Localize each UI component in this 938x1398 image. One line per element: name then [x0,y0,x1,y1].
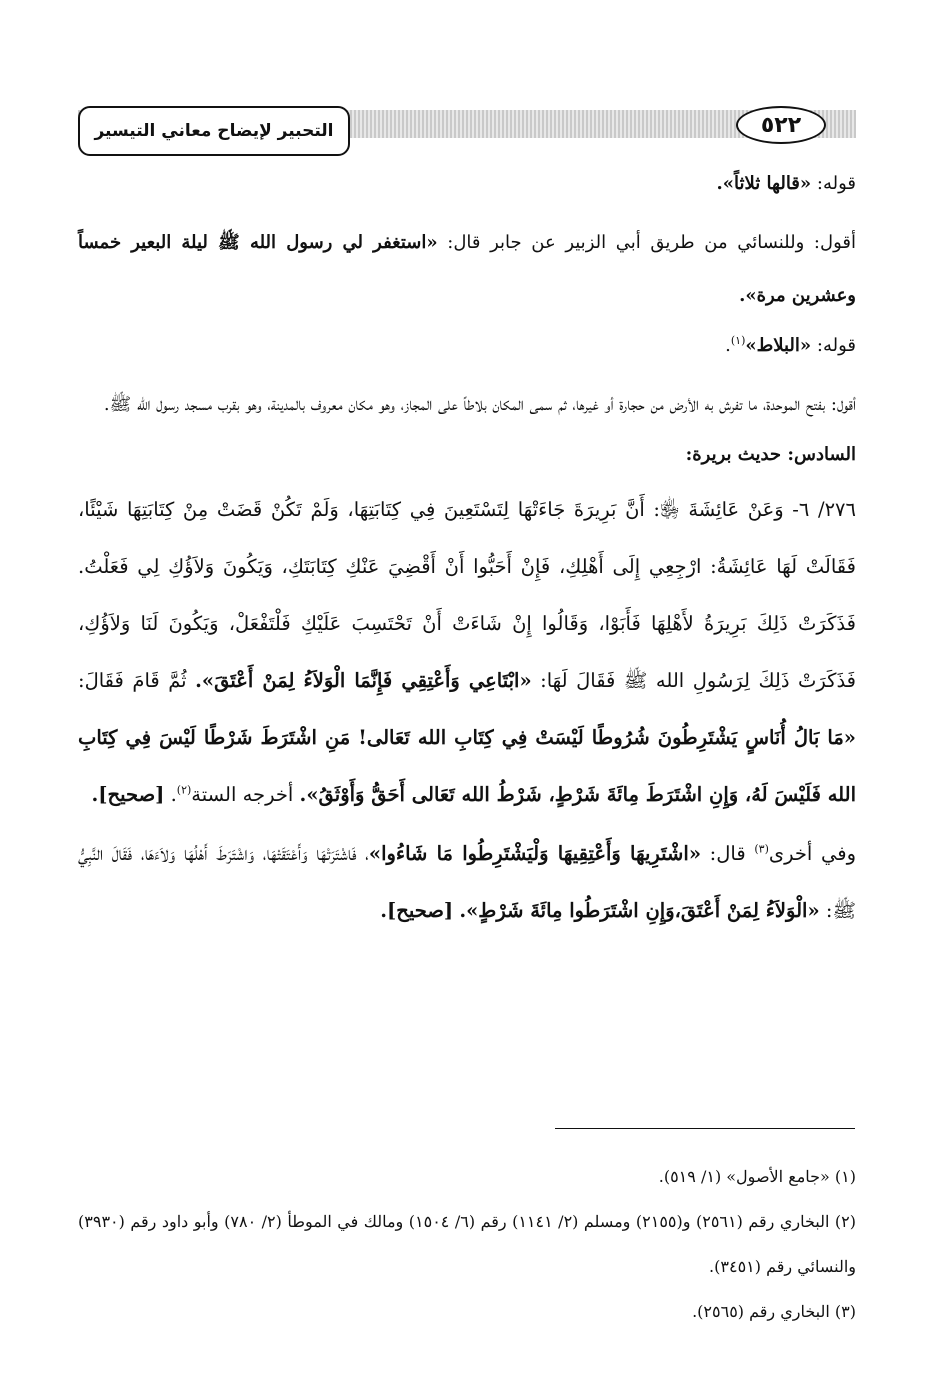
hadith-mid: ثُمَّ قَامَ فَقَالَ: [78,669,196,692]
other-quote-2: «الْوَلاَءُ لِمَنْ أَعْتَقَ،وَإِنِ اشْتَرَطُوا مِائَةَ شَرْطٍ». [459,899,820,922]
page-number: ٥٢٢ [736,106,826,144]
footnote-ref-1[interactable]: (١) [730,334,746,347]
paragraph-2 [78,216,856,322]
other-narration [78,825,856,939]
section-heading: السادس: حديث بريرة: [685,444,856,465]
hadith-source-end: . [164,783,177,806]
hadith-source: أخرجه الستة [191,783,300,806]
other-prefix: وفي أخرى [768,842,857,865]
paragraph-2-prefix: أقول: وللنسائي من طريق أبي الزبير عن جابر قال: [437,232,856,253]
page-header [78,106,856,160]
book-title: التحبير لإيضاح معاني التيسير [78,106,350,156]
hadith-main: ٢٧٦/ ٦- وَعَنْ عَائِشَةَ ﵂: أَنَّ بَرِيرَةَ جَاءَتْهَا لِتَسْتَعِينَ فِي كِتَابَتِهَا، وَلَمْ تَكُنْ قَضَتْ مِنْ كِتَابَتِهَا شَيْئًا، فَقَالَتْ لَهَا عَائِشَةُ: ارْجِعِي إِلَى أَهْلِكِ، فَإِنْ أَحَبُّوا أَنْ أَقْضِيَ عَنْكِ كِتَابَتَكِ، وَيَكُونَ وَلاَؤُكِ لِي فَعَلْتُ. فَذَكَرَتْ ذَلِكَ بَرِيرَةُ لأَهْلِهَا فَأَبَوْا، وَقَالُوا إِنْ شَاءَتْ أَنْ تَحْتَسِبَ عَلَيْكِ فَلْتَفْعَلْ، وَيَكُونَ لَنَا وَلاَؤُكِ، فَذَكَرَتْ ذَلِكَ لِرَسُولِ الله ﷺ فَقَالَ لَهَا: [78,498,856,692]
paragraph-4: أقول: بفتح الموحدة، ما تفرش به الأرض من حجارة أو غيرها، ثم سمى المكان بلاطاً على المجاز، وهو مكان معروف بالمدينة، وهو بقرب مسجد رسول الله ﷺ. [103,394,856,415]
footnote-ref-3[interactable]: (٣) [754,842,769,856]
main-text [78,160,856,939]
footnote-ref-2[interactable]: (٢) [176,783,192,797]
other-text: ، فَاشْتَرَتْهَا وَأَعْتَقَتْهَا، وَاشْتَرَطَ أَهْلُهَا وَلاَءَهَا، فَقَالَ النَّبِيُّ ﷺ: [78,842,856,922]
paragraph-1-quote: «قالها ثلاثاً». [716,173,812,194]
paragraph-2-quote: «استغفر لي رسول الله ﷺ ليلة البعير خمساً وعشرين مرة». [78,232,856,306]
footnote-2: (٢) البخاري رقم (٢٥٦١) و(٢١٥٥) ومسلم (٢/ ١١٤١) رقم (٦/ ١٥٠٤) ومالك في الموطأ (٢/ ٧٨٠) وأبو داود رقم (٣٩٣٠) والنسائي رقم (٣٤٥١). [78,1212,856,1276]
paragraph-3 [78,322,856,370]
footnote-separator [555,1128,855,1129]
other-mid: قال: [701,842,755,865]
paragraph-3-end: . [725,335,731,356]
paragraph-3-prefix: قوله: [811,335,856,356]
hadith-quote-1: «ابْتَاعِي وَأَعْتِقِي فَإِنَّمَا الْوَلاَءُ لِمَنْ أَعْتَقَ». [195,669,532,692]
paragraph-1 [78,160,856,208]
paragraph-1-prefix: قوله: [811,173,856,194]
footnote-1: (١) «جامع الأصول» (١/ ٥١٩). [658,1167,856,1186]
paragraph-3-quote: «البلاط» [745,335,812,356]
hadith-quote-2: «مَا بَالُ أُنَاسٍ يَشْتَرِطُونَ شُرُوطًا لَيْسَتْ فِي كِتَابِ الله تَعَالى! مَنِ اشْتَرَطَ شَرْطًا لَيْسَ فِي كِتَابِ الله فَلَيْسَ لَهُ، وَإِنِ اشْتَرَطَ مِائَةَ شَرْطٍ، شَرْطُ الله تَعَالى أَحَقُّ وَأَوْثَقُ». [78,726,856,806]
footnotes [78,1154,856,1334]
other-grade: [صحيح]. [380,899,454,922]
other-quote-1: «اشْتَرِيهَا وَأَعْتِقِيهَا وَلْيَشْتَرِطُوا مَا شَاءُوا» [368,842,702,865]
hadith-grade: [صحيح]. [91,783,165,806]
hadith-text [78,481,856,823]
footnote-3: (٣) البخاري رقم (٢٥٦٥). [692,1302,856,1321]
